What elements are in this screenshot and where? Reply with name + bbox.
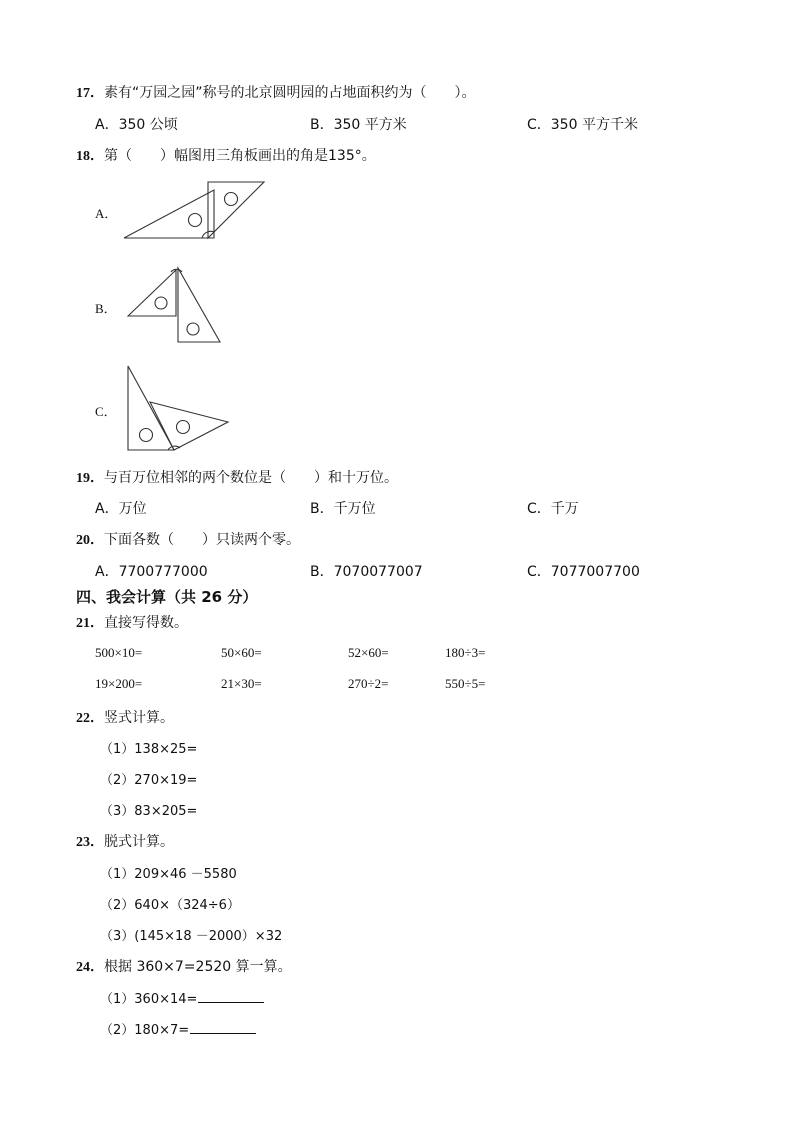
- option-b[interactable]: B．千万位: [310, 501, 376, 517]
- calc-item: 270÷2=: [348, 676, 389, 691]
- question-text: 竖式计算。: [104, 710, 174, 726]
- section-title: 四、我会计算（共 26 分）: [76, 588, 258, 606]
- calc-item: 500×10=: [95, 645, 143, 660]
- option-b[interactable]: B．: [95, 301, 117, 316]
- calc-item: 52×60=: [348, 645, 389, 660]
- question-number: 22．: [76, 711, 104, 726]
- figure-c-triangles: [124, 362, 234, 454]
- sub-item: （1）209×46 －5580: [100, 867, 237, 882]
- option-b[interactable]: B．7070077007: [310, 564, 423, 580]
- figure-b-triangles: [124, 262, 224, 346]
- option-c[interactable]: C．: [95, 404, 117, 419]
- question-number: 24．: [76, 960, 104, 975]
- option-a[interactable]: A．350 公顷: [95, 117, 178, 133]
- question-text: 直接写得数。: [104, 615, 188, 631]
- question-21: [76, 612, 188, 632]
- question-text: 根据 360×7=2520 算一算。: [104, 959, 292, 975]
- question-number: 19．: [76, 471, 104, 486]
- question-number: 21．: [76, 616, 104, 631]
- question-number: 18．: [76, 149, 104, 164]
- question-23: [76, 831, 174, 851]
- sub-item-label: （2）180×7=: [100, 1023, 190, 1038]
- figure-a-triangles: [120, 178, 270, 244]
- question-22: [76, 707, 174, 727]
- sub-item: （3）83×205=: [100, 804, 198, 819]
- sub-item: [100, 988, 264, 1007]
- option-b[interactable]: B．350 平方米: [310, 117, 407, 133]
- sub-item: [100, 1019, 256, 1038]
- sub-item-label: （1）360×14=: [100, 992, 198, 1007]
- calc-item: 550÷5=: [445, 676, 486, 691]
- answer-blank[interactable]: [198, 990, 264, 1003]
- sub-item: （1）138×25=: [100, 742, 198, 757]
- option-a[interactable]: A．7700777000: [95, 564, 208, 580]
- question-20: [76, 529, 300, 549]
- question-19: [76, 467, 398, 487]
- question-number: 17．: [76, 86, 104, 101]
- question-number: 23．: [76, 835, 104, 850]
- question-text: 与百万位相邻的两个数位是（ ）和十万位。: [104, 470, 398, 486]
- calc-item: 19×200=: [95, 676, 143, 691]
- calc-item: 21×30=: [221, 676, 262, 691]
- option-a[interactable]: A．: [95, 206, 118, 221]
- question-text: 下面各数（ ）只读两个零。: [104, 532, 300, 548]
- option-c[interactable]: C．7077007700: [527, 564, 640, 580]
- option-c[interactable]: C．350 平方千米: [527, 117, 638, 133]
- sub-item: （2）270×19=: [100, 773, 198, 788]
- calc-item: 180÷3=: [445, 645, 486, 660]
- question-text: 脱式计算。: [104, 834, 174, 850]
- calc-item: 50×60=: [221, 645, 262, 660]
- option-a[interactable]: A．万位: [95, 501, 147, 517]
- sub-item: （3）(145×18 －2000）×32: [100, 929, 283, 944]
- question-number: 20．: [76, 533, 104, 548]
- question-text: 素有“万园之园”称号的北京圆明园的占地面积约为（ ）。: [104, 85, 476, 101]
- option-c[interactable]: C．千万: [527, 501, 579, 517]
- question-text: 第（ ）幅图用三角板画出的角是135°。: [104, 148, 376, 164]
- sub-item: （2）640×（324÷6）: [100, 898, 240, 913]
- question-17: [76, 82, 476, 102]
- question-18: [76, 145, 376, 165]
- answer-blank[interactable]: [190, 1021, 256, 1034]
- question-24: [76, 956, 292, 976]
